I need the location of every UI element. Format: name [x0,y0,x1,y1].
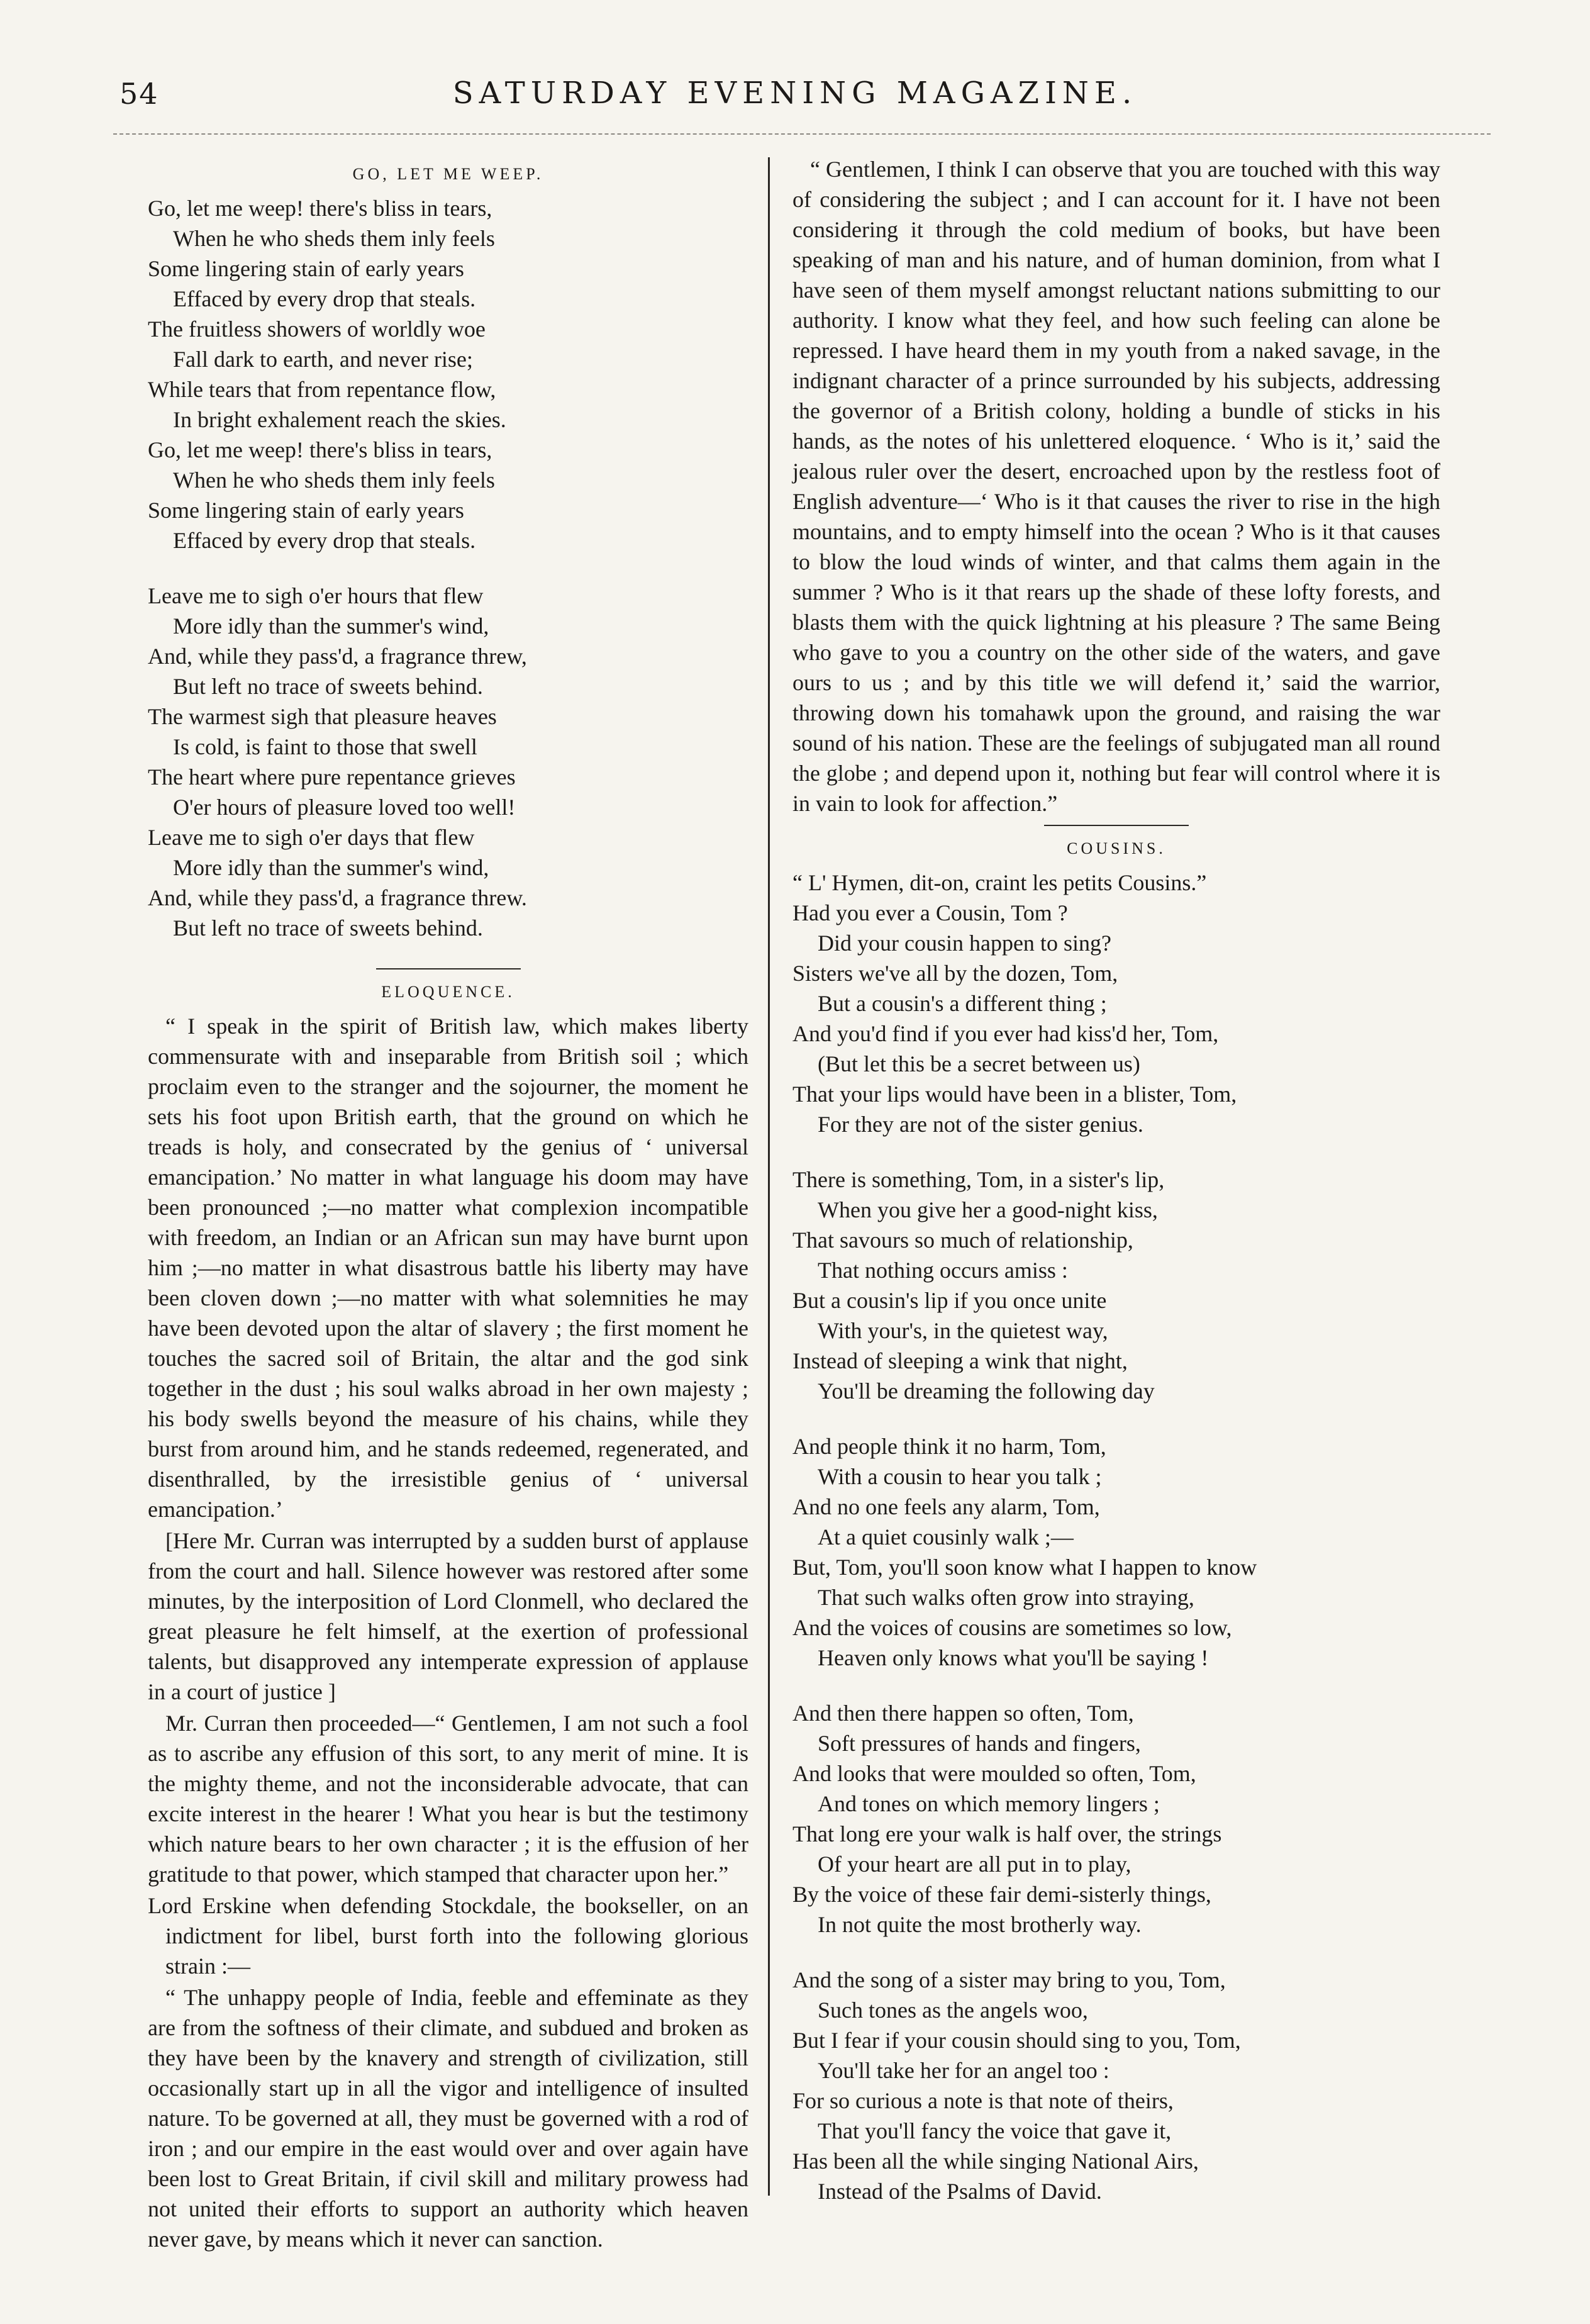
verse-line: In bright exhalement reach the skies. [173,407,506,432]
verse-line: For so curious a note is that note of theirs, [792,2088,1174,2113]
verse-line: And no one feels any alarm, Tom, [792,1494,1100,1519]
verse-line: The warmest sigh that pleasure heaves [148,704,497,729]
stanza [148,581,748,943]
verse-line: Heaven only knows what you'll be saying ! [818,1645,1209,1670]
poem-cousins [792,868,1440,2206]
verse-line: Did your cousin happen to sing? [818,930,1111,956]
stanza [792,1698,1440,1940]
verse-line: That nothing occurs amiss : [818,1258,1068,1283]
verse-line: And the voices of cousins are sometimes so low, [792,1615,1232,1640]
verse-line: Soft pressures of hands and fingers, [818,1731,1141,1756]
verse-line: That savours so much of relationship, [792,1227,1133,1253]
section-rule [1044,825,1189,826]
verse-line: And then there happen so often, Tom, [792,1701,1134,1726]
verse-line: Go, let me weep! there's bliss in tears, [148,196,492,221]
eloquence-text-left [148,1011,748,2254]
verse-line: Had you ever a Cousin, Tom ? [792,900,1068,925]
section-title-eloquence: ELOQUENCE. [381,983,515,1001]
column-divider [768,157,770,2196]
verse-line: Is cold, is faint to those that swell [173,734,477,759]
verse-line: When you give her a good-night kiss, [818,1197,1158,1222]
verse-line: Instead of the Psalms of David. [818,2179,1102,2204]
verse-line: That your lips would have been in a blister, Tom, [792,1081,1237,1107]
verse-line: But I fear if your cousin should sing to you, Tom, [792,2028,1241,2053]
paragraph: [Here Mr. Curran was interrupted by a sudden burst of applause from the court and hall. Silence however was restored after some minutes, by the interposition of Lord Clonmell, who declared the great pleasure he felt himself, at the exertion of professional talents, but disapproved any intemperate expression of applause in a court of justice ] [148,1528,748,1704]
paragraph: Mr. Curran then proceeded—“ Gentlemen, I am not such a fool as to ascribe any effusion of this sort, to any merit of mine. It is the mighty theme, and not the inconsiderable advocate, that can excite interest in the hearer ! What you hear is but the testimony which nature bears to her own character ; it is the effusion of her gratitude to that power, which stamped that character upon her.” [148,1711,748,1887]
verse-line: “ L' Hymen, dit-on, craint les petits Cousins.” [792,870,1207,895]
verse-line: While tears that from repentance flow, [148,377,496,402]
verse-line: With your's, in the quietest way, [818,1318,1108,1343]
paragraph: “ Gentlemen, I think I can observe that you are touched with this way of considering the subject ; and I can account for it. I have not been considering it through the cold medium of books, but have been speaking of man and his nature, and of human dominion, from what I have seen of them myself amongst reluctant nations submitting to our authority. I know what they feel, and how such feeling can alone be repressed. I have heard them in my youth from a naked savage, in the indignant character of a prince surrounded by his subjects, addressing the governor of a British colony, holding a bundle of sticks in his hands, as the notes of his unlettered eloquence. ‘ Who is it,’ said the jealous ruler over the desert, encroached upon by the restless foot of English adventure—‘ Who is it that causes the river to rise in the high mountains, and to empty himself into the ocean ? Who is it that causes to blow the loud winds of winter, and that calms them again in the summer ? Who is it that rears up the shade of these lofty forests, and blasts them with the quick lightning at his pleasure ? The same Being who gave to you a country on the other side of the waters, and gave ours to us ; and by this title we will defend it,’ said the warrior, throwing down his tomahawk upon the ground, and raising the war sound of his nation. These are the feelings of subjugated man all round the globe ; and depend upon it, nothing but fear will control where it is in vain to look for affection.” [792,157,1440,816]
stanza [792,1165,1440,1406]
verse-line: And, while they pass'd, a fragrance threw, [148,644,527,669]
verse-line: Some lingering stain of early years [148,256,464,281]
verse-line: Some lingering stain of early years [148,498,464,523]
verse-line: That you'll fancy the voice that gave it, [818,2118,1172,2143]
stanza [792,868,1440,1139]
verse-line: But left no trace of sweets behind. [173,674,483,699]
verse-line: More idly than the summer's wind, [173,613,489,639]
poem-title-cousins: COUSINS. [1067,839,1166,858]
verse-line: When he who sheds them inly feels [173,467,495,493]
verse-line: There is something, Tom, in a sister's lip, [792,1167,1165,1192]
verse-line: But left no trace of sweets behind. [173,915,483,941]
running-head: SATURDAY EVENING MAGAZINE. [452,75,1138,111]
stanza [792,1965,1440,2206]
verse-line: But a cousin's lip if you once unite [792,1288,1107,1313]
paragraph: “ I speak in the spirit of British law, which makes liberty commensurate with and inseparable from British soil ; which proclaim even to the stranger and the sojourner, the moment he sets his foot upon British earth, that the ground on which he treads is holy, and consecrated by the genius of ‘ universal emancipation.’ No matter in what language his doom may have been pronounced ;—no matter what complexion incompatible with freedom, an Indian or an African sun may have burnt upon him ;—no matter in what disastrous battle his liberty may have been cloven down ;—no matter with what solemnities he may have been devoted upon the altar of slavery ; the first moment he touches the sacred soil of Britain, the altar and the god sink together in the dust ; his soul walks abroad in her own majesty ; his body swells beyond the measure of his chains, while they burst from around him, and he stands redeemed, regenerated, and disenthralled, by the irresistible genius of ‘ universal emancipation.’ [148,1014,748,1522]
page-number: 54 [120,77,159,111]
verse-line: You'll take her for an angel too : [818,2058,1109,2083]
verse-line: And, while they pass'd, a fragrance threw. [148,885,527,910]
paragraph: “ The unhappy people of India, feeble and effeminate as they are from the softness of their climate, and subdued and broken as they have been by the knavery and strength of civilization, still occasionally start up in all the vigor and intelligence of insulted nature. To be governed at all, they must be governed with a rod of iron ; and our empire in the east would over and over again have been lost to Great Britain, if civil skill and military prowess had not united their efforts to support an authority which heaven never gave, by means which it never can sanction. [148,1985,748,2252]
right-column [792,154,1440,2232]
verse-line: More idly than the summer's wind, [173,855,489,880]
verse-line: Instead of sleeping a wink that night, [792,1348,1128,1373]
header-rule [113,133,1491,135]
verse-line: Leave me to sigh o'er days that flew [148,825,475,850]
verse-line: O'er hours of pleasure loved too well! [173,795,516,820]
verse-line: The heart where pure repentance grieves [148,764,516,790]
verse-line: The fruitless showers of worldly woe [148,316,486,342]
verse-line: Go, let me weep! there's bliss in tears, [148,437,492,462]
verse-line: And the song of a sister may bring to you, Tom, [792,1967,1226,1992]
verse-line: For they are not of the sister genius. [818,1112,1143,1137]
verse-line: You'll be dreaming the following day [818,1378,1155,1404]
stanza [148,193,748,556]
verse-line: That long ere your walk is half over, the strings [792,1821,1222,1846]
verse-line: But, Tom, you'll soon know what I happen to know [792,1555,1257,1580]
verse-line: Has been all the while singing National Airs, [792,2148,1199,2174]
verse-line: Leave me to sigh o'er hours that flew [148,583,484,608]
verse-line: Such tones as the angels woo, [818,1997,1088,2023]
verse-line: And you'd find if you ever had kiss'd her, Tom, [792,1021,1219,1046]
verse-line: Of your heart are all put in to play, [818,1852,1131,1877]
paragraph: Lord Erskine when defending Stockdale, the bookseller, on an indictment for libel, burst forth into the following glorious strain :— [148,1893,748,1979]
verse-line: Effaced by every drop that steals. [173,286,476,311]
verse-line: With a cousin to hear you talk ; [818,1464,1102,1489]
verse-line: In not quite the most brotherly way. [818,1912,1142,1937]
verse-line: By the voice of these fair demi-sisterly things, [792,1882,1211,1907]
eloquence-text-right [792,154,1440,818]
verse-line: That such walks often grow into straying, [818,1585,1194,1610]
verse-line: Sisters we've all by the dozen, Tom, [792,961,1118,986]
verse-line: And looks that were moulded so often, Tom, [792,1761,1196,1786]
left-column [148,154,748,2255]
verse-line: (But let this be a secret between us) [818,1051,1140,1076]
verse-line: When he who sheds them inly feels [173,226,495,251]
section-rule [376,968,521,969]
stanza [792,1431,1440,1673]
poem-go-let-me-weep [148,193,748,943]
verse-line: Effaced by every drop that steals. [173,528,476,553]
verse-line: But a cousin's a different thing ; [818,991,1107,1016]
poem-title-go-let-me-weep: GO, LET ME WEEP. [352,165,544,183]
verse-line: At a quiet cousinly walk ;— [818,1524,1074,1550]
verse-line: Fall dark to earth, and never rise; [173,347,473,372]
verse-line: And tones on which memory lingers ; [818,1791,1160,1816]
verse-line: And people think it no harm, Tom, [792,1434,1106,1459]
